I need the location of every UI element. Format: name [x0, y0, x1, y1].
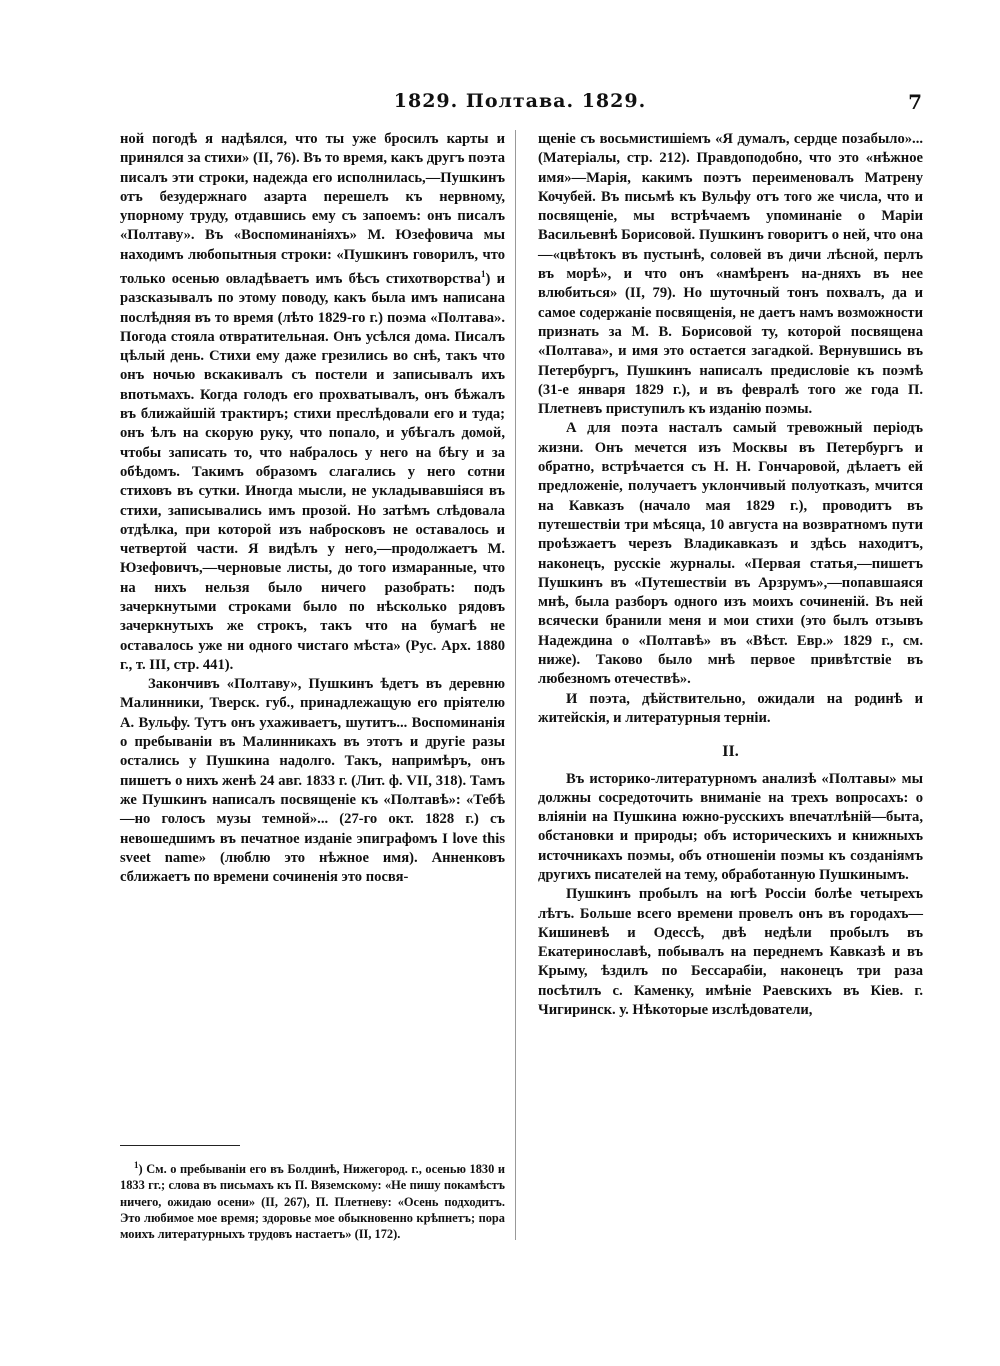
footnote-rule [120, 1145, 240, 1146]
paragraph-text: ) и разсказывалъ по этому поводу, какъ была имъ написана послѣдняя въ то время (лѣто 1829-го г.) поэма «Полтава». Погода стояла отвратительная. Онъ усѣлся дома. Писалъ цѣлый день. Стихи ему даже грезились во снѣ, такъ что онъ ночью вскакивалъ съ постели и записывалъ ихъ впотьмахъ. Когда голодъ его прохватывалъ, онъ бѣжалъ въ ближайшій трактиръ; стихи преслѣдовали его и туда; онъ ѣлъ на скорую руку, что попало, и убѣгалъ домой, чтобы записать то, что набралось у него на бѣгу и за обѣдомъ. Такимъ образомъ слагались у него сотни стиховъ въ сутки. Иногда мысли, не укладывавшіяся въ стихи, записывались имъ прозой. Но затѣмъ слѣдовала отдѣлка, при которой изъ набросковъ не оставалось и четвертой части. Я видѣлъ у него,—продолжаетъ М. Юзефовичъ,—черновые листы, до того измаранные, что на нихъ нельзя было ничего разобрать: подъ зачеркнутыми строками было по нѣсколько рядовъ зачеркнутыхъ же строкъ, такъ что на бумагѣ не оставалось уже ни одного чистаго мѣста» (Рус. Арх. 1880 г., т. III, стр. 441). [120, 270, 505, 673]
section-heading: II. [722, 743, 739, 761]
left-column [120, 130, 505, 887]
paragraph [120, 130, 505, 675]
paragraph: Закончивъ «Полтаву», Пушкинъ ѣдетъ въ деревню Малинники, Тверск. губ., принадлежащую его пріятелю А. Вульфу. Тутъ онъ ухаживаетъ, шутитъ... Воспоминанія о пребываніи въ Малинникахъ въ этотъ и другіе разы остались у Пушкина надолго. Такъ, напримѣръ, онъ пишетъ о нихъ женѣ 24 авг. 1833 г. (Лит. ф. VII, 318). Тамъ же Пушкинъ написалъ посвященіе къ «Полтавѣ»: «Тебѣ—но голосъ музы темной»... (27-го окт. 1828 г.) съ невошедшимъ въ печатное изданіе эпиграфомъ I love this sveet name» (люблю это нѣжное имя). Анненковъ сближаетъ по времени сочиненія это посвя- [120, 676, 505, 886]
paragraph: И поэта, дѣйствительно, ожидали на родинѣ и житейскія, и литературныя терніи. [538, 690, 923, 726]
paragraph: Пушкинъ пробылъ на югѣ Россіи болѣе четырехъ лѣтъ. Больше всего времени провелъ онъ въ городахъ—Кишиневѣ и Одессѣ, двѣ недѣли пробылъ въ Екатеринославѣ, побывалъ на переднемъ Кавказѣ и въ Крыму, ѣздилъ по Бессарабіи, наконецъ три раза посѣтилъ с. Каменку, имѣніе Раевскихъ въ Кіев. г. Чигиринск. у. Нѣкоторые изслѣдователи, [538, 886, 923, 1019]
footnote-text [120, 1157, 505, 1243]
paragraph: А для поэта насталъ самый тревожный періодъ жизни. Онъ мечется изъ Москвы въ Петербургъ и обратно, встрѣчается съ Н. Н. Гончаровой, дѣлаетъ ей предложеніе, получаетъ уклончивый полуотказъ, мчится на Кавказъ (начало мая 1829 г.), проводитъ въ путешествіи три мѣсяца, 10 августа на возвратномъ пути проѣзжаетъ черезъ Владикавказъ и здѣсь находитъ, наконецъ, русскіе журналы. «Первая статья,—пишетъ Пушкинъ въ «Путешествіи въ Арзрумъ»,—попавшаяся мнѣ, была разборъ одного изъ моихъ сочиненій. Въ ней всячески бранили меня и мои стихи (это былъ отзывъ Надеждина о «Полтавѣ» въ «Вѣст. Евр.» 1829 г., см. ниже). Таково было мнѣ первое привѣтствіе въ любезномъ отечествѣ». [538, 420, 923, 688]
paragraph-text: ной погодѣ я надѣялся, что ты уже бросилъ карты и принялся за стихи» (II, 76). Въ то время, какъ другъ поэта писалъ эти строки, надежда его исполнилась,—Пушкинъ отъ безудержнаго азарта перешелъ къ нервному, упорному труду, отдавшись ему съ запоемъ: онъ писалъ «Полтаву». Въ «Воспоминаніяхъ» М. Юзефовича мы находимъ любопытныя строки: «Пушкинъ говорилъ, что только осенью овладѣваетъ имъ бѣсъ стихотворства [120, 131, 505, 287]
paragraph: Въ историко-литературномъ анализѣ «Полтавы» мы должны сосредоточить вниманіе на трехъ вопросахъ: о вліяніи на Пушкина южно-русскихъ впечатлѣній—быта, обстановки и природы; объ историческихъ и книжныхъ источникахъ поэмы, объ отношеніи поэмы къ созданіямъ другихъ писателей на тему, обработанную Пушкинымъ. [538, 770, 923, 883]
page-number: 7 [908, 90, 922, 114]
running-title: 1829. Полтава. 1829. [393, 90, 647, 112]
footnote-marker: 1 [134, 1160, 139, 1170]
footnote [120, 1157, 505, 1243]
column-divider [515, 130, 516, 1240]
paragraph: щеніе съ восьмистишіемъ «Я думалъ, сердце позабыло»... (Матеріалы, стр. 212). Правдоподобно, что это «нѣжное имя»—Марія, какимъ поэтъ переименовалъ Матрену Кочубей. Въ письмѣ къ Вульфу отъ того же числа, что и посвященіе, мы встрѣчаемъ упоминаніе о Маріи Васильевнѣ Борисовой. Пушкинъ говоритъ о ней, что она—«цвѣтокъ въ пустынѣ, соловей въ дичи лѣсной, перлъ въ морѣ», и что онъ «намѣренъ на-дняхъ въ нее влюбиться» (II, 79). Но шуточный тонъ похвалъ, да и самое содержаніе посвященія, не даетъ намъ возможности признать за М. В. Борисовой ту, которой посвящена «Полтава», и имя это остается загадкой. Вернувшись въ Петербургъ, Пушкинъ написалъ предисловіе къ поэмѣ (31-е января 1829 г.), и въ февралѣ того же года П. Плетневъ приступилъ къ изданію поэмы. [538, 131, 923, 418]
right-column [538, 130, 923, 1020]
footnote-reference: 1 [480, 269, 486, 280]
footnote-body: ) См. о пребываніи его въ Болдинѣ, Нижегород. г., осенью 1830 и 1833 гг.; слова въ письмахъ къ П. Вяземскому: «Не пишу покамѣстъ ничего, ожидаю осени» (II, 267), П. Плетневу: «Осень подходитъ. Это любимое мое время; здоровье мое обыкновенно крѣпнетъ; пора моихъ литературныхъ трудовъ настаетъ» (II, 172). [120, 1162, 505, 1242]
